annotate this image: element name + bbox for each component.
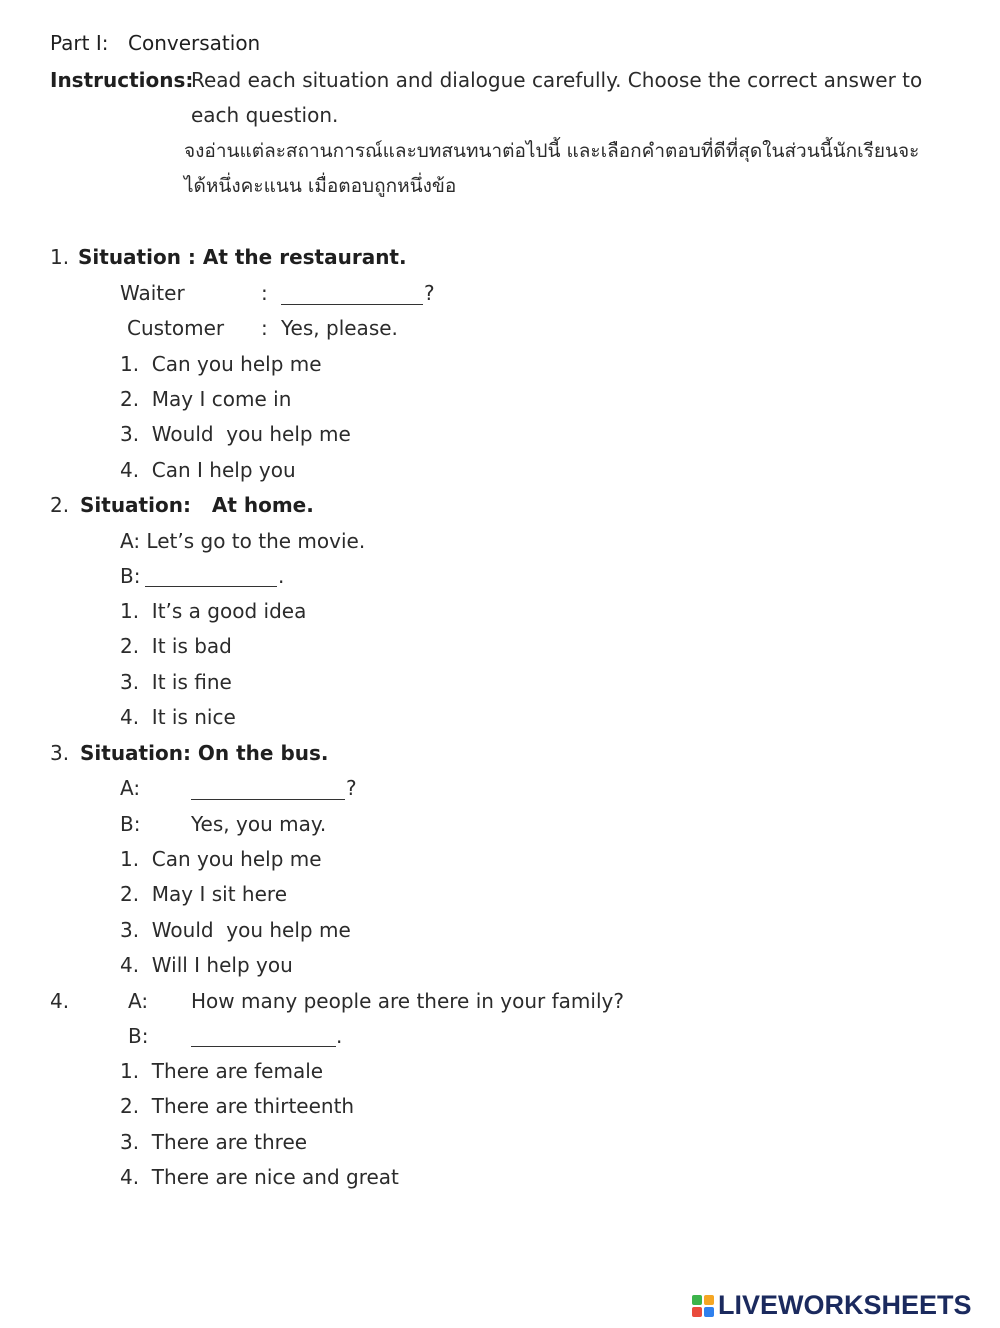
dialogue-text: Yes, you may. — [191, 812, 327, 836]
question-number: 3. — [50, 741, 70, 765]
speaker-label: B: — [128, 1024, 149, 1048]
logo-square-red — [692, 1307, 702, 1317]
situation-title: Situation: At home. — [80, 493, 314, 517]
blank-punctuation: ? — [346, 776, 357, 800]
answer-option-2[interactable]: 2. May I come in — [120, 387, 292, 411]
blank-punctuation: ? — [424, 281, 435, 305]
answer-option-4[interactable]: 4. Will I help you — [120, 953, 293, 977]
instructions-line-1: Read each situation and dialogue carefully. Choose the correct answer to — [191, 68, 923, 92]
answer-option-3[interactable]: 3. There are three — [120, 1130, 308, 1154]
dialogue-text: A: Let’s go to the movie. — [120, 529, 366, 553]
speaker-label: Customer — [127, 316, 225, 340]
answer-option-3[interactable]: 3. Would you help me — [120, 918, 351, 942]
blank-punctuation: . — [336, 1024, 343, 1048]
speaker-colon: : — [261, 316, 268, 340]
situation-title: Situation : At the restaurant. — [78, 245, 407, 269]
answer-option-3[interactable]: 3. It is fine — [120, 670, 232, 694]
answer-blank — [145, 586, 277, 587]
answer-option-3[interactable]: 3. Would you help me — [120, 422, 351, 446]
part-title: Conversation — [128, 31, 261, 55]
answer-option-1[interactable]: 1. Can you help me — [120, 847, 322, 871]
blank-punctuation: . — [278, 564, 285, 588]
answer-option-2[interactable]: 2. May I sit here — [120, 882, 288, 906]
answer-option-2[interactable]: 2. It is bad — [120, 634, 232, 658]
answer-option-2[interactable]: 2. There are thirteenth — [120, 1094, 355, 1118]
instructions-line-2: each question. — [191, 103, 339, 127]
question-number: 1. — [50, 245, 70, 269]
answer-blank — [281, 304, 423, 305]
answer-option-4[interactable]: 4. It is nice — [120, 705, 236, 729]
question-number: 4. — [50, 989, 70, 1013]
liveworksheets-logo[interactable] — [692, 1290, 972, 1321]
answer-option-4[interactable]: 4. There are nice and great — [120, 1165, 399, 1189]
speaker-label: A: — [120, 776, 141, 800]
answer-option-1[interactable]: 1. There are female — [120, 1059, 324, 1083]
thai-instructions-line-1: จงอ่านแต่ละสถานการณ์และบทสนทนาต่อไปนี้ และเลือกคำตอบที่ดีที่สุดในส่วนนี้นักเรียนจะ — [184, 140, 920, 162]
answer-blank — [191, 1046, 336, 1047]
answer-option-1[interactable]: 1. It’s a good idea — [120, 599, 307, 623]
answer-option-4[interactable]: 4. Can I help you — [120, 458, 296, 482]
thai-instructions-line-2: ได้หนึ่งคะแนน เมื่อตอบถูกหนึ่งข้อ — [184, 175, 457, 197]
dialogue-text: Yes, please. — [281, 316, 398, 340]
speaker-label: B: — [120, 812, 141, 836]
answer-option-1[interactable]: 1. Can you help me — [120, 352, 322, 376]
liveworksheets-logo-text: LIVEWORKSHEETS — [718, 1290, 972, 1320]
speaker-label: Waiter — [120, 281, 185, 305]
situation-title: Situation: On the bus. — [80, 741, 329, 765]
part-label: Part I: — [50, 31, 109, 55]
question-number: 2. — [50, 493, 70, 517]
instructions-label: Instructions: — [50, 68, 194, 92]
speaker-label: A: — [128, 989, 149, 1013]
liveworksheets-logo-icon — [692, 1295, 714, 1317]
dialogue-text: How many people are there in your family? — [191, 989, 624, 1013]
logo-square-blue — [704, 1307, 714, 1317]
answer-blank — [191, 799, 345, 800]
logo-square-orange — [704, 1295, 714, 1305]
logo-square-green — [692, 1295, 702, 1305]
speaker-label: B: — [120, 564, 141, 588]
speaker-colon: : — [261, 281, 268, 305]
